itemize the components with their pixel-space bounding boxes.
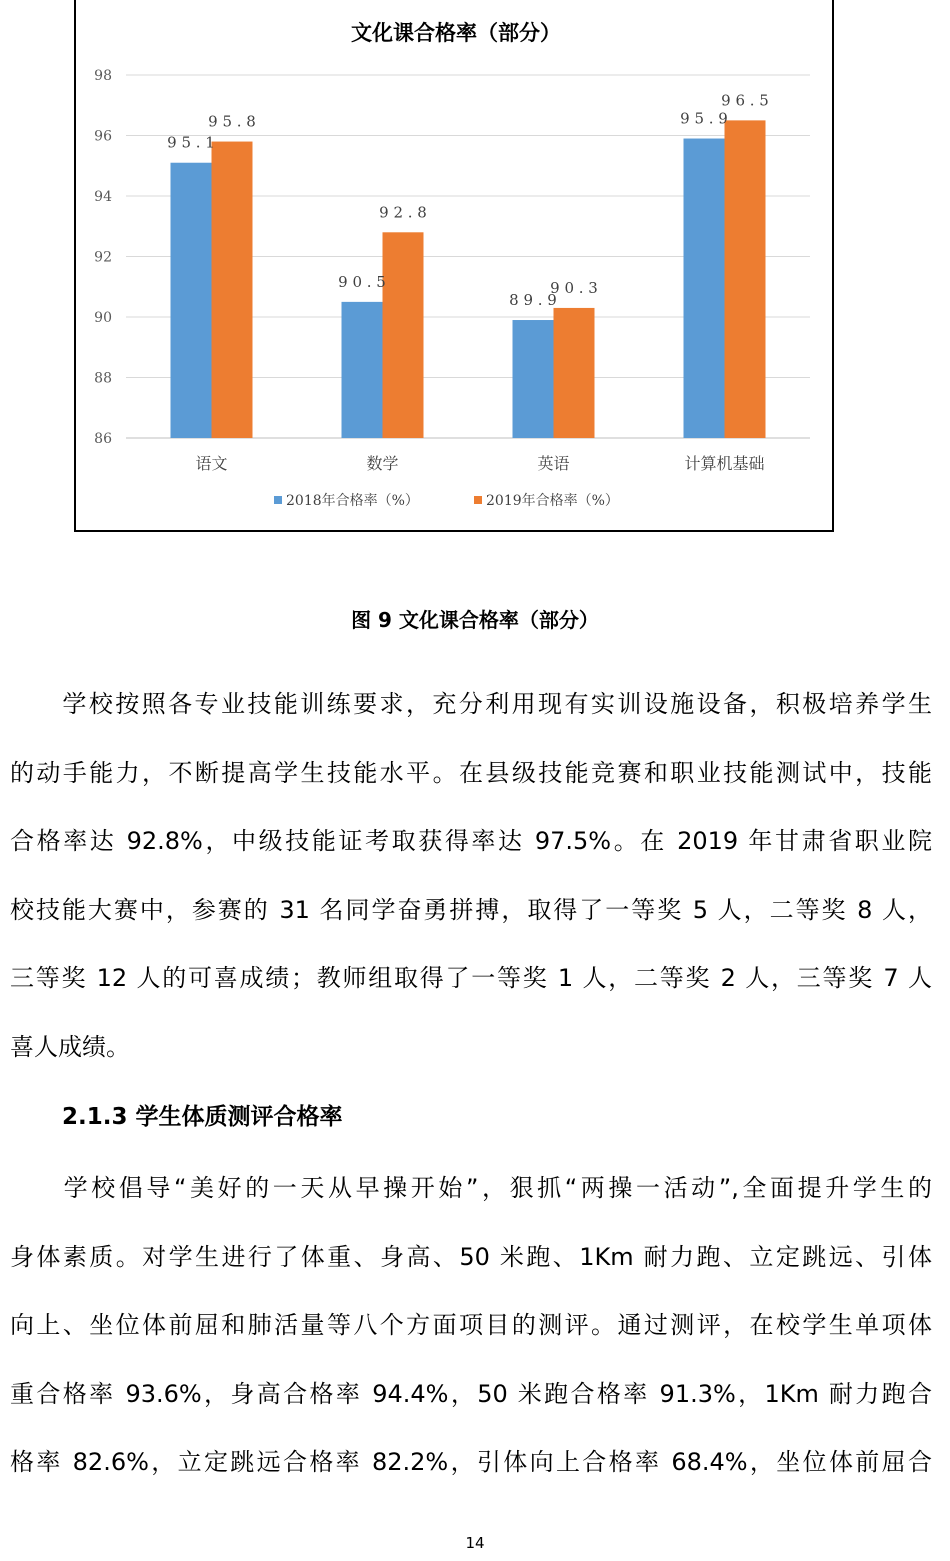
bar-chart <box>76 0 832 530</box>
bar <box>171 163 212 438</box>
paragraph-fitness <box>10 1154 932 1497</box>
paragraph-line: 重合格率 93.6%，身高合格率 94.4%，50 米跑合格率 91.3%，1Km 耐力跑合 <box>10 1379 932 1408</box>
paragraph-skills <box>10 670 932 1081</box>
y-tick-label: 92 <box>94 249 112 266</box>
paragraph-line: 三等奖 12 人的可喜成绩；教师组取得了一等奖 1 人，二等奖 2 人，三等奖 7 人 <box>10 964 932 992</box>
x-tick-label: 计算机基础 <box>684 454 765 473</box>
section-heading: 2.1.3 学生体质测评合格率 <box>62 1104 343 1130</box>
paragraph-line: 合格率达 92.8%，中级技能证考取获得率达 97.5%。在 2019 年甘肃省职业院 <box>10 827 932 855</box>
data-label: 9 0 . 5 <box>338 272 386 291</box>
x-tick-label: 英语 <box>537 454 570 473</box>
paragraph-line: 格率 82.6%，立定跳远合格率 82.2%，引体向上合格率 68.4%，坐位体前屈合 <box>10 1448 932 1476</box>
data-label: 9 6 . 5 <box>721 91 769 110</box>
bar <box>212 142 253 438</box>
data-label: 9 0 . 3 <box>550 278 598 297</box>
x-tick-label: 数学 <box>366 454 399 473</box>
legend-label: 2018年合格率（%） <box>286 493 419 509</box>
figure-caption: 图 9 文化课合格率（部分） <box>351 608 599 632</box>
bar <box>554 308 595 438</box>
data-label: 9 2 . 8 <box>379 203 427 222</box>
paragraph-line: 校技能大赛中，参赛的 31 名同学奋勇拼搏，取得了一等奖 5 人，二等奖 8 人， <box>10 895 932 924</box>
chart-frame <box>74 0 834 532</box>
y-tick-label: 94 <box>94 189 112 205</box>
data-label: 9 5 . 1 <box>167 133 215 152</box>
bar <box>342 302 383 438</box>
bar <box>725 120 766 438</box>
y-tick-label: 86 <box>94 431 112 447</box>
data-label: 9 5 . 9 <box>680 109 728 128</box>
y-tick-label: 90 <box>94 310 112 326</box>
chart-title: 文化课合格率（部分） <box>351 20 561 45</box>
data-label: 8 9 . 9 <box>509 291 557 310</box>
paragraph-line: 身体素质。对学生进行了体重、身高、50 米跑、1Km 耐力跑、立定跳远、引体 <box>10 1242 932 1271</box>
paragraph-line: 的动手能力，不断提高学生技能水平。在县级技能竞赛和职业技能测试中，技能 <box>10 758 932 787</box>
y-tick-label: 88 <box>94 370 112 387</box>
data-label: 9 5 . 8 <box>208 112 256 131</box>
y-tick-label: 96 <box>94 128 112 145</box>
legend-label: 2019年合格率（%） <box>486 493 619 509</box>
bar <box>383 232 424 438</box>
paragraph-line: 喜人成绩。 <box>10 1032 130 1061</box>
paragraph-line: 学校按照各专业技能训练要求，充分利用现有实训设施设备，积极培养学生 <box>60 690 932 718</box>
page-number: 14 <box>465 1534 485 1552</box>
paragraph-line: 向上、坐位体前屈和肺活量等八个方面项目的测评。通过测评，在校学生单项体 <box>10 1311 932 1339</box>
legend-swatch <box>274 496 282 504</box>
legend-swatch <box>474 496 482 504</box>
y-tick-label: 98 <box>94 68 112 84</box>
x-tick-label: 语文 <box>195 454 228 473</box>
bar <box>513 320 554 438</box>
paragraph-line: 学校倡导“美好的一天从早操开始”，狠抓“两操一活动”,全面提升学生的 <box>60 1174 932 1202</box>
bar <box>684 139 725 438</box>
